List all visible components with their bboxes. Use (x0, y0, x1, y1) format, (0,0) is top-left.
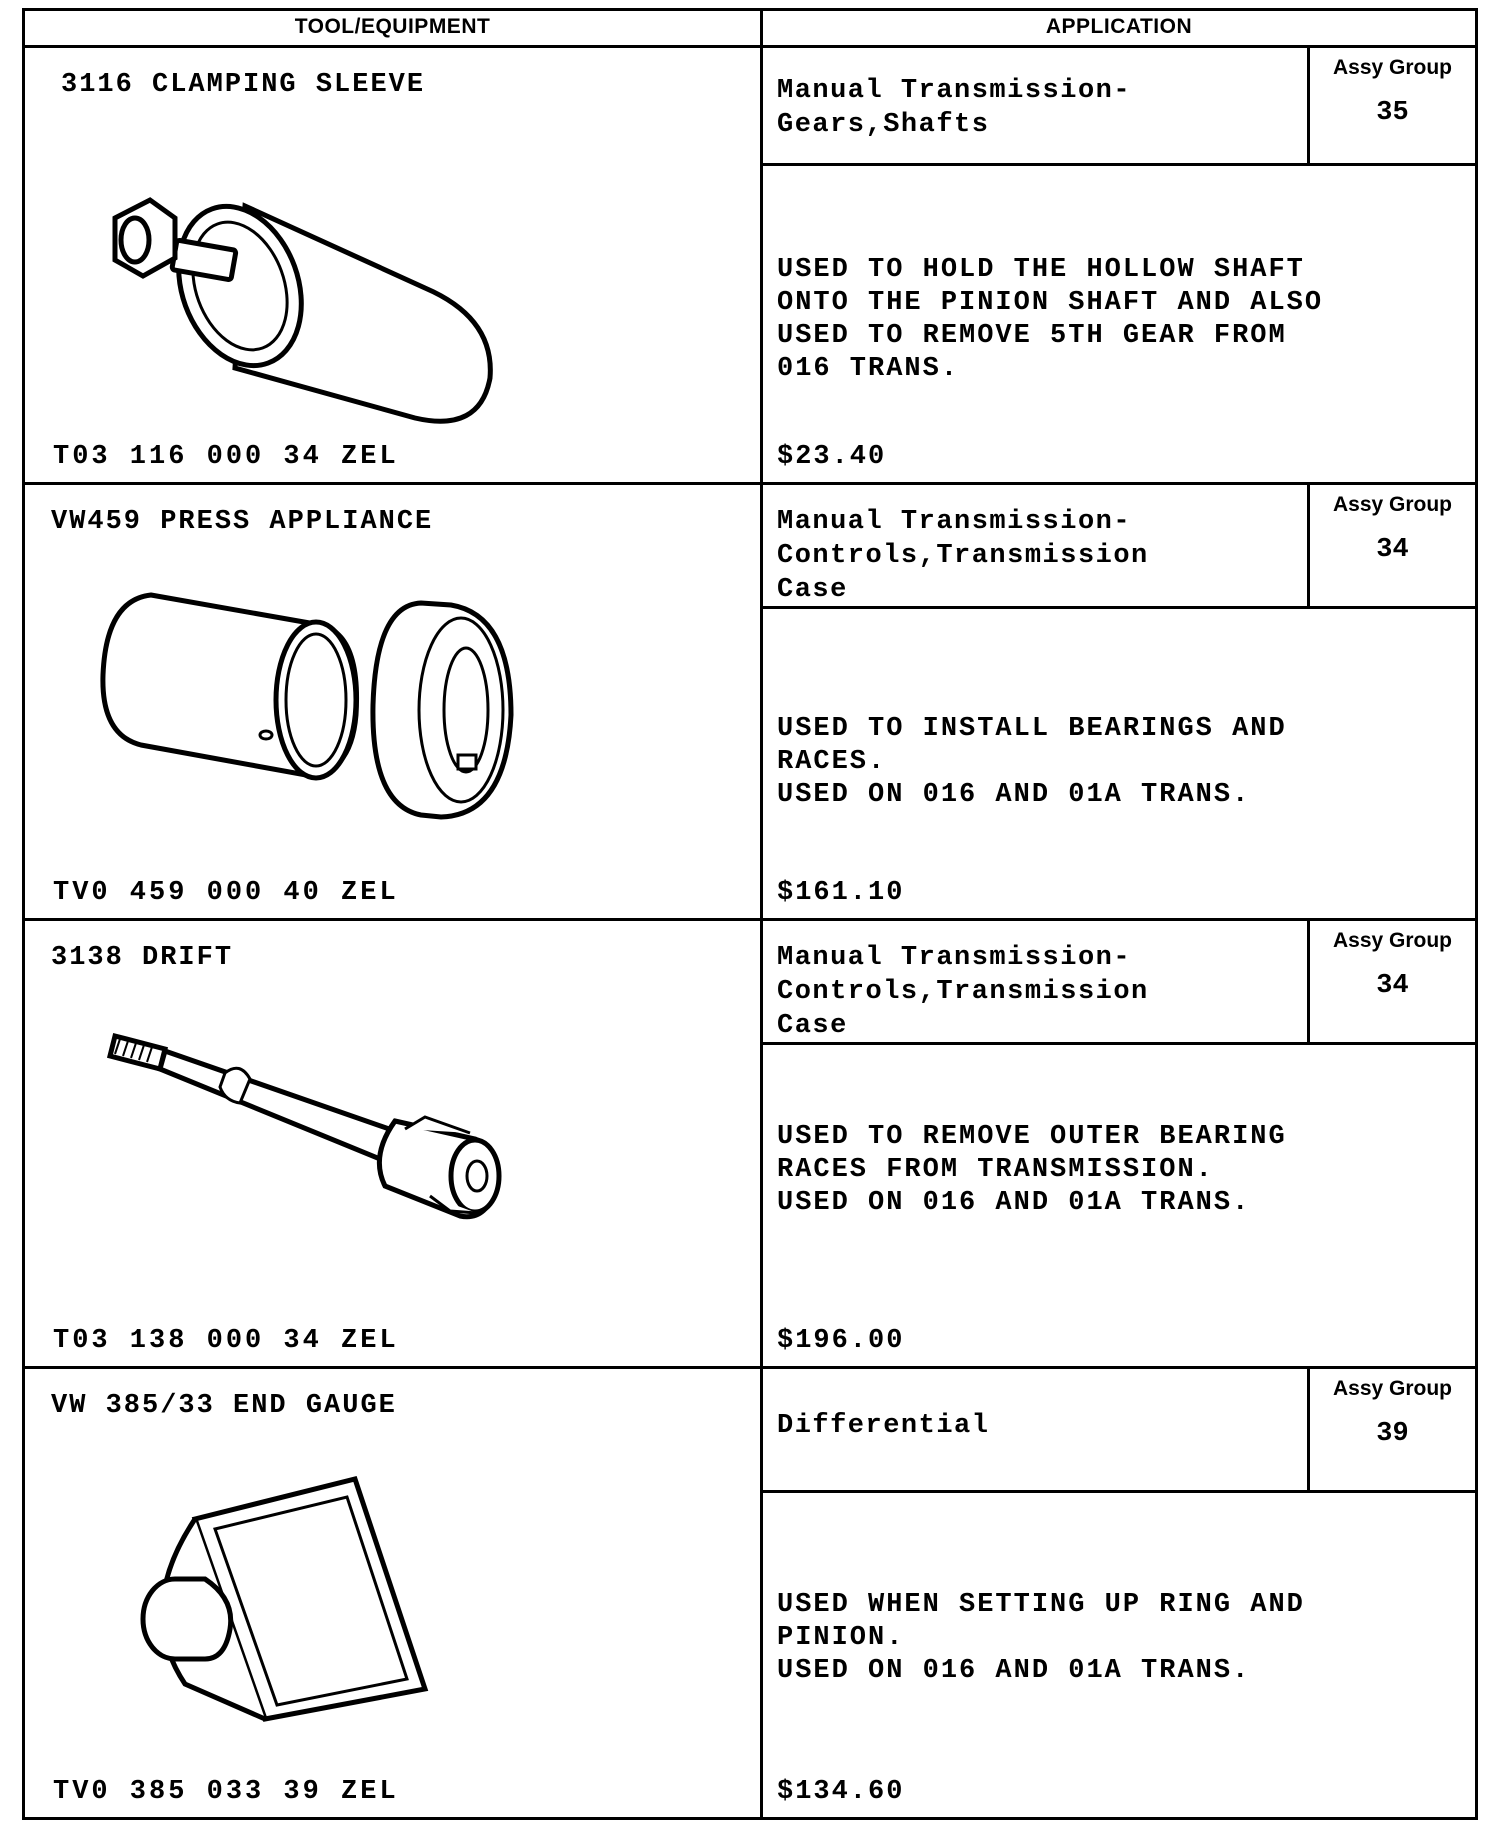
price: $23.40 (777, 442, 887, 472)
assy-group-label: Assy Group (1332, 56, 1453, 79)
assy-group-cell (1307, 485, 1475, 606)
assy-group-cell (1307, 48, 1475, 163)
assy-group-label: Assy Group (1332, 493, 1453, 516)
usage-description: USED TO REMOVE OUTER BEARING RACES FROM TRANSMISSION. USED ON 016 AND 01A TRANS. (777, 1122, 1287, 1218)
usage-description: USED WHEN SETTING UP RING AND PINION. USED ON 016 AND 01A TRANS. (777, 1590, 1305, 1686)
application-text: Manual Transmission- Controls,Transmission Case (777, 943, 1149, 1041)
price: $161.10 (777, 878, 905, 908)
tool-catalog-table (22, 8, 1478, 1820)
assy-group-number: 35 (1376, 98, 1409, 128)
assy-group-number: 39 (1376, 1419, 1409, 1449)
tool-name: VW 385/33 END GAUGE (51, 1391, 397, 1421)
table-row (25, 1369, 1475, 1817)
assy-group-number: 34 (1376, 971, 1409, 1001)
clamping-sleeve-icon (95, 178, 565, 428)
drift-icon (105, 1021, 575, 1251)
part-number: T03 138 000 34 ZEL (53, 1326, 399, 1356)
application-text: Manual Transmission- Controls,Transmission Case (777, 507, 1149, 605)
part-number: TV0 459 000 40 ZEL (53, 878, 399, 908)
application-box (763, 48, 1475, 166)
header-tool-equipment: TOOL/EQUIPMENT (25, 11, 763, 48)
application-box (763, 485, 1475, 609)
table-row (25, 921, 1475, 1369)
press-appliance-icon (91, 585, 571, 845)
application-text: Differential (777, 1411, 990, 1441)
price: $134.60 (777, 1777, 905, 1807)
assy-group-label: Assy Group (1332, 929, 1453, 952)
application-box (763, 921, 1475, 1045)
application-text: Manual Transmission- Gears,Shafts (777, 76, 1132, 140)
tool-name: 3138 DRIFT (51, 943, 234, 973)
application-box (763, 1369, 1475, 1493)
part-number: TV0 385 033 39 ZEL (53, 1777, 399, 1807)
table-row (25, 485, 1475, 921)
assy-group-number: 34 (1376, 535, 1409, 565)
usage-description: USED TO INSTALL BEARINGS AND RACES. USED ON 016 AND 01A TRANS. (777, 714, 1287, 810)
part-number: T03 116 000 34 ZEL (53, 442, 399, 472)
assy-group-label: Assy Group (1332, 1377, 1453, 1400)
tool-name: VW459 PRESS APPLIANCE (51, 507, 434, 537)
usage-description: USED TO HOLD THE HOLLOW SHAFT ONTO THE PINION SHAFT AND ALSO USED TO REMOVE 5TH GEAR FROM 016 TRANS. (777, 255, 1324, 384)
assy-group-cell (1307, 921, 1475, 1042)
header-application: APPLICATION (763, 11, 1475, 48)
end-gauge-icon (115, 1479, 445, 1729)
price: $196.00 (777, 1326, 905, 1356)
tool-name: 3116 CLAMPING SLEEVE (61, 70, 426, 100)
table-row (25, 48, 1475, 485)
assy-group-cell (1307, 1369, 1475, 1490)
